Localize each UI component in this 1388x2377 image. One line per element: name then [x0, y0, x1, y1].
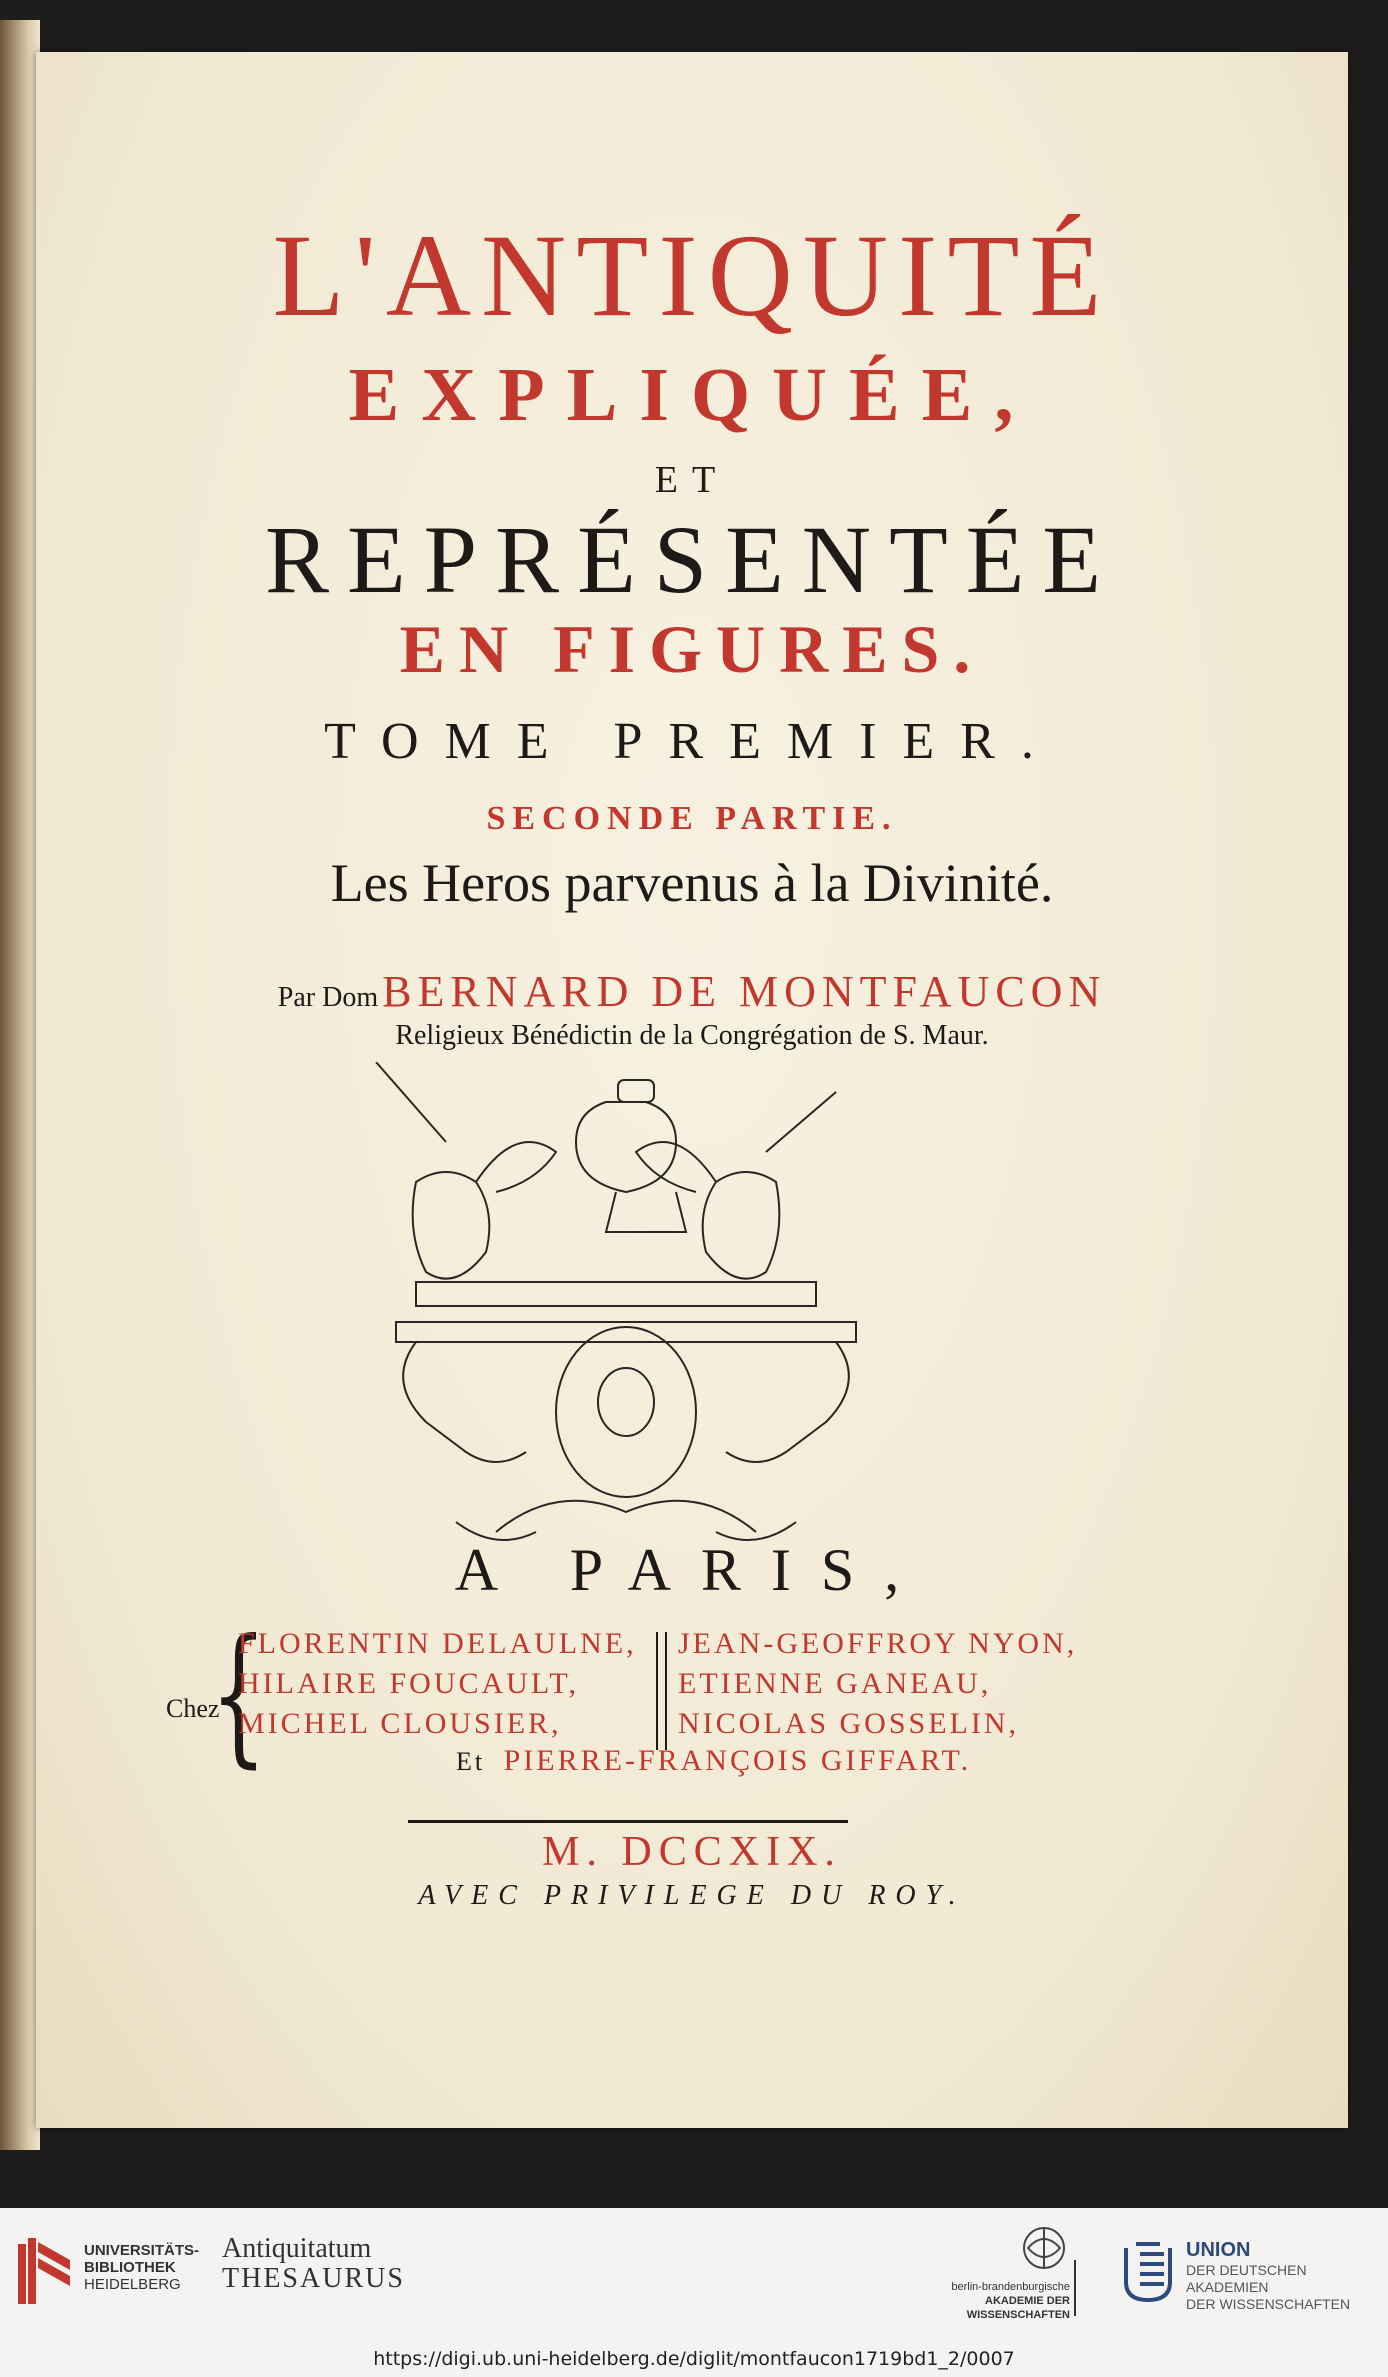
author-affiliation: Religieux Bénédictin de la Congrégation de S. Maur.	[395, 1020, 989, 1051]
footer-logos	[0, 2208, 1388, 2344]
title-page	[36, 52, 1348, 2128]
last-printer-line	[456, 1744, 971, 1778]
brace-icon: {	[210, 1608, 268, 1782]
union-line-1: DER DEUTSCHEN AKADEMIEN	[1186, 2262, 1307, 2295]
bbaw-logo-text[interactable]	[900, 2280, 1070, 2322]
author-line	[36, 966, 1348, 1017]
publication-year: M. DCCXIX.	[542, 1829, 842, 1875]
engraved-vignette	[356, 1062, 896, 1582]
author-name: BERNARD DE MONTFAUCON	[382, 967, 1107, 1016]
printers-column-1	[238, 1624, 637, 1744]
horizontal-rule	[408, 1820, 848, 1823]
bbaw-line-2: AKADEMIE DER WISSENSCHAFTEN	[966, 2295, 1070, 2321]
last-printer-prefix: Et	[456, 1747, 486, 1776]
ub-heidelberg-text[interactable]	[84, 2242, 199, 2293]
ub-heidelberg-logo-icon[interactable]	[14, 2236, 74, 2312]
printers-block	[126, 1608, 1256, 1808]
ub-line: HEIDELBERG	[84, 2276, 181, 2293]
place-of-publication: A PARIS,	[454, 1537, 930, 1603]
author-prefix: Par Dom	[277, 982, 379, 1013]
right-angel	[703, 1172, 780, 1279]
union-line-2: DER WISSENSCHAFTEN	[1186, 2296, 1351, 2312]
printer-name: HILAIRE FOUCAULT,	[238, 1667, 579, 1700]
title-et: ET	[654, 459, 730, 501]
antiquitatum-thesaurus-logo[interactable]	[222, 2234, 405, 2294]
page-url[interactable]: https://digi.ub.uni-heidelberg.de/diglit/montfaucon1719bd1_2/0007	[373, 2348, 1015, 2370]
title-representee: REPRÉSENTÉE	[264, 506, 1119, 613]
column-divider	[656, 1632, 667, 1750]
left-angel	[413, 1172, 490, 1279]
union-logo-icon[interactable]	[1120, 2238, 1176, 2306]
last-printer-name: PIERRE-FRANÇOIS GIFFART.	[503, 1744, 972, 1777]
ub-line: UNIVERSITÄTS-	[84, 2242, 200, 2259]
url-bar	[0, 2344, 1388, 2377]
printer-name: NICOLAS GOSSELIN,	[678, 1707, 1020, 1740]
ub-line: BIBLIOTHEK	[84, 2259, 176, 2276]
union-logo-text[interactable]	[1186, 2238, 1388, 2313]
thesaurus-line-2: THESAURUS	[222, 2263, 405, 2294]
title-antiquite: L'ANTIQUITÉ	[272, 210, 1112, 341]
title-en-figures: EN FIGURES.	[399, 611, 985, 687]
bbaw-line-1: berlin-brandenburgische	[951, 2281, 1070, 2293]
title-expliquee: EXPLIQUÉE,	[348, 353, 1036, 437]
bbaw-emblem-icon	[1014, 2222, 1074, 2278]
printer-name: FLORENTIN DELAULNE,	[238, 1627, 637, 1660]
book-spine-edge	[0, 20, 40, 2150]
urn	[576, 1102, 676, 1192]
subtitle: Les Heros parvenus à la Divinité.	[330, 853, 1054, 913]
printers-column-2	[678, 1624, 1077, 1744]
bbaw-divider	[1074, 2260, 1076, 2316]
printers-prefix: Chez	[166, 1694, 220, 1723]
thesaurus-line-1: Antiquitatum	[222, 2233, 372, 2264]
union-title: UNION	[1186, 2239, 1251, 2261]
privilege-line: AVEC PRIVILEGE DU ROY.	[418, 1880, 966, 1911]
printer-name: ETIENNE GANEAU,	[678, 1667, 992, 1700]
printer-name: JEAN-GEOFFROY NYON,	[678, 1627, 1078, 1660]
printer-name: MICHEL CLOUSIER,	[238, 1707, 562, 1740]
partie-label: SECONDE PARTIE.	[486, 800, 898, 837]
tome-label: TOME PREMIER.	[324, 713, 1060, 770]
